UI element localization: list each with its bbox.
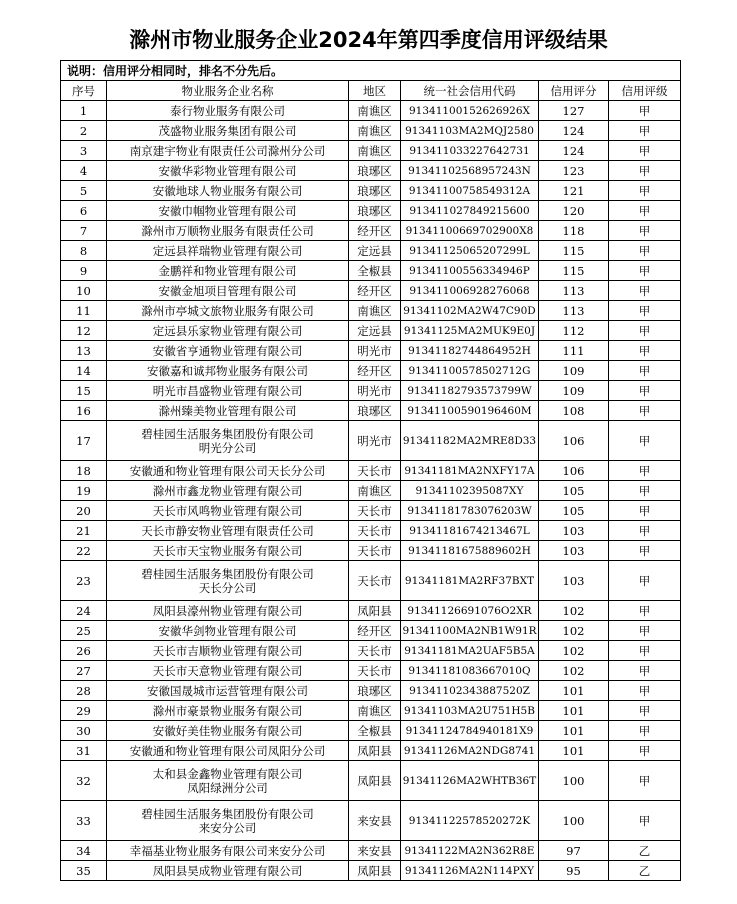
table-row bbox=[61, 361, 681, 381]
table-row bbox=[61, 841, 681, 861]
row-no: 18 bbox=[61, 461, 107, 481]
row-grade: 甲 bbox=[609, 141, 681, 161]
row-region: 经开区 bbox=[349, 361, 401, 381]
row-credit-code: 91341126691076O2XR bbox=[401, 601, 539, 621]
row-score: 106 bbox=[539, 421, 609, 461]
row-score: 102 bbox=[539, 601, 609, 621]
row-company-name: 定远县乐家物业管理有限公司 bbox=[107, 321, 349, 341]
row-credit-code: 91341182MA2MRE8D33 bbox=[401, 421, 539, 461]
company-name-line1: 碧桂园生活服务集团股份有限公司 bbox=[141, 806, 314, 821]
header-row bbox=[61, 81, 681, 101]
row-no: 3 bbox=[61, 141, 107, 161]
row-region: 定远县 bbox=[349, 241, 401, 261]
row-score: 109 bbox=[539, 381, 609, 401]
row-no: 30 bbox=[61, 721, 107, 741]
table-row bbox=[61, 421, 681, 461]
row-score: 101 bbox=[539, 701, 609, 721]
row-no: 27 bbox=[61, 661, 107, 681]
row-credit-code: 91341100578502712G bbox=[401, 361, 539, 381]
row-score: 111 bbox=[539, 341, 609, 361]
row-no: 8 bbox=[61, 241, 107, 261]
row-grade: 甲 bbox=[609, 281, 681, 301]
table-row bbox=[61, 861, 681, 881]
row-grade: 甲 bbox=[609, 341, 681, 361]
row-company-name: 定远县祥瑞物业管理有限公司 bbox=[107, 241, 349, 261]
header-score: 信用评分 bbox=[539, 81, 609, 101]
company-name-line1: 太和县金鑫物业管理有限公司 bbox=[152, 766, 303, 781]
row-score: 124 bbox=[539, 121, 609, 141]
company-name-line2: 来安分公司 bbox=[198, 820, 257, 835]
row-credit-code: 91341182793573799W bbox=[401, 381, 539, 401]
row-no: 7 bbox=[61, 221, 107, 241]
table-note: 说明：信用评分相同时，排名不分先后。 bbox=[61, 61, 681, 81]
row-company-name: 安徽地球人物业服务有限公司 bbox=[107, 181, 349, 201]
row-region: 天长市 bbox=[349, 461, 401, 481]
table-row bbox=[61, 281, 681, 301]
row-region: 经开区 bbox=[349, 621, 401, 641]
table-row bbox=[61, 381, 681, 401]
row-no: 13 bbox=[61, 341, 107, 361]
row-grade: 甲 bbox=[609, 261, 681, 281]
row-score: 101 bbox=[539, 721, 609, 741]
row-credit-code: 91341181675889602H bbox=[401, 541, 539, 561]
row-credit-code: 91341122578520272K bbox=[401, 801, 539, 841]
row-grade: 乙 bbox=[609, 861, 681, 881]
row-score: 100 bbox=[539, 801, 609, 841]
table-row bbox=[61, 121, 681, 141]
row-region: 南谯区 bbox=[349, 121, 401, 141]
row-grade: 甲 bbox=[609, 721, 681, 741]
table-row bbox=[61, 161, 681, 181]
row-region: 天长市 bbox=[349, 541, 401, 561]
row-credit-code: 913411033227642731 bbox=[401, 141, 539, 161]
row-company-name: 天长市天意物业管理有限公司 bbox=[107, 661, 349, 681]
row-region: 全椒县 bbox=[349, 261, 401, 281]
row-no: 11 bbox=[61, 301, 107, 321]
row-grade: 甲 bbox=[609, 461, 681, 481]
row-credit-code: 91341100152626926X bbox=[401, 101, 539, 121]
table-row bbox=[61, 261, 681, 281]
row-region: 来安县 bbox=[349, 801, 401, 841]
row-company-name bbox=[107, 421, 349, 461]
row-score: 115 bbox=[539, 261, 609, 281]
row-region: 天长市 bbox=[349, 661, 401, 681]
row-company-name bbox=[107, 761, 349, 801]
company-name-line1: 碧桂园生活服务集团股份有限公司 bbox=[141, 426, 314, 441]
row-grade: 甲 bbox=[609, 681, 681, 701]
row-credit-code: 91341100669702900X8 bbox=[401, 221, 539, 241]
row-company-name: 安徽华彩物业管理有限公司 bbox=[107, 161, 349, 181]
row-company-name: 滁州市豪景物业服务有限公司 bbox=[107, 701, 349, 721]
row-company-name: 凤阳县濠州物业管理有限公司 bbox=[107, 601, 349, 621]
row-company-name: 安徽省亨通物业管理有限公司 bbox=[107, 341, 349, 361]
row-region: 明光市 bbox=[349, 341, 401, 361]
row-company-name: 金鹏祥和物业管理有限公司 bbox=[107, 261, 349, 281]
company-name-line2: 凤阳绿洲分公司 bbox=[187, 780, 268, 795]
row-company-name: 滁州市亭城文旅物业服务有限公司 bbox=[107, 301, 349, 321]
row-score: 108 bbox=[539, 401, 609, 421]
table-row bbox=[61, 501, 681, 521]
row-company-name: 滁州臻美物业管理有限公司 bbox=[107, 401, 349, 421]
table-row bbox=[61, 541, 681, 561]
row-region: 琅琊区 bbox=[349, 161, 401, 181]
row-grade: 甲 bbox=[609, 641, 681, 661]
table-row bbox=[61, 201, 681, 221]
row-score: 97 bbox=[539, 841, 609, 861]
row-score: 124 bbox=[539, 141, 609, 161]
row-region: 天长市 bbox=[349, 641, 401, 661]
row-grade: 甲 bbox=[609, 401, 681, 421]
row-region: 天长市 bbox=[349, 501, 401, 521]
company-name-line2: 天长分公司 bbox=[198, 580, 257, 595]
row-grade: 甲 bbox=[609, 701, 681, 721]
row-credit-code: 91341181783076203W bbox=[401, 501, 539, 521]
row-credit-code: 91341182744864952H bbox=[401, 341, 539, 361]
row-credit-code: 91341126MA2N114PXY bbox=[401, 861, 539, 881]
row-score: 112 bbox=[539, 321, 609, 341]
row-grade: 甲 bbox=[609, 521, 681, 541]
table-row bbox=[61, 141, 681, 161]
row-region: 天长市 bbox=[349, 521, 401, 541]
row-grade: 甲 bbox=[609, 101, 681, 121]
company-name-line2: 明光分公司 bbox=[198, 440, 257, 455]
row-score: 127 bbox=[539, 101, 609, 121]
table-row bbox=[61, 461, 681, 481]
row-company-name: 安徽通和物业管理有限公司凤阳分公司 bbox=[107, 741, 349, 761]
row-credit-code: 91341126MA2NDG8741 bbox=[401, 741, 539, 761]
row-company-name: 天长市吉顺物业管理有限公司 bbox=[107, 641, 349, 661]
row-company-name: 安徽华剑物业管理有限公司 bbox=[107, 621, 349, 641]
row-credit-code: 91341126MA2WHTB36T bbox=[401, 761, 539, 801]
row-no: 28 bbox=[61, 681, 107, 701]
row-no: 24 bbox=[61, 601, 107, 621]
row-score: 101 bbox=[539, 741, 609, 761]
row-credit-code: 91341124784940181X9 bbox=[401, 721, 539, 741]
row-region: 明光市 bbox=[349, 381, 401, 401]
row-score: 115 bbox=[539, 241, 609, 261]
header-grade: 信用评级 bbox=[609, 81, 681, 101]
row-region: 天长市 bbox=[349, 561, 401, 601]
row-region: 琅琊区 bbox=[349, 181, 401, 201]
row-credit-code: 91341122MA2N362R8E bbox=[401, 841, 539, 861]
header-code: 统一社会信用代码 bbox=[401, 81, 539, 101]
row-company-name: 天长市风鸣物业管理有限公司 bbox=[107, 501, 349, 521]
row-score: 120 bbox=[539, 201, 609, 221]
table-row bbox=[61, 701, 681, 721]
row-grade: 乙 bbox=[609, 841, 681, 861]
row-no: 31 bbox=[61, 741, 107, 761]
row-score: 113 bbox=[539, 301, 609, 321]
row-company-name: 安徽国晟城市运营管理有限公司 bbox=[107, 681, 349, 701]
row-region: 南谯区 bbox=[349, 301, 401, 321]
row-credit-code: 91341103MA2MQJ2580 bbox=[401, 121, 539, 141]
row-score: 106 bbox=[539, 461, 609, 481]
row-region: 琅琊区 bbox=[349, 201, 401, 221]
row-grade: 甲 bbox=[609, 501, 681, 521]
row-no: 29 bbox=[61, 701, 107, 721]
row-company-name: 安徽嘉和诚邦物业服务有限公司 bbox=[107, 361, 349, 381]
row-company-name bbox=[107, 801, 349, 841]
table-row bbox=[61, 621, 681, 641]
row-region: 凤阳县 bbox=[349, 741, 401, 761]
row-region: 经开区 bbox=[349, 281, 401, 301]
header-no: 序号 bbox=[61, 81, 107, 101]
row-no: 12 bbox=[61, 321, 107, 341]
table-row bbox=[61, 601, 681, 621]
row-score: 95 bbox=[539, 861, 609, 881]
header-region: 地区 bbox=[349, 81, 401, 101]
row-credit-code: 91341181083667010Q bbox=[401, 661, 539, 681]
row-region: 南谯区 bbox=[349, 101, 401, 121]
page-title: 滁州市物业服务企业2024年第四季度信用评级结果 bbox=[129, 28, 608, 52]
row-grade: 甲 bbox=[609, 201, 681, 221]
row-region: 南谯区 bbox=[349, 141, 401, 161]
row-grade: 甲 bbox=[609, 481, 681, 501]
row-region: 来安县 bbox=[349, 841, 401, 861]
row-grade: 甲 bbox=[609, 741, 681, 761]
row-company-name: 天长市静安物业管理有限责任公司 bbox=[107, 521, 349, 541]
row-score: 103 bbox=[539, 541, 609, 561]
row-grade: 甲 bbox=[609, 601, 681, 621]
row-no: 9 bbox=[61, 261, 107, 281]
table-row bbox=[61, 721, 681, 741]
row-credit-code: 91341102MA2W47C90D bbox=[401, 301, 539, 321]
row-grade: 甲 bbox=[609, 761, 681, 801]
row-no: 15 bbox=[61, 381, 107, 401]
row-credit-code: 91341181674213467L bbox=[401, 521, 539, 541]
row-company-name: 天长市天宝物业服务有限公司 bbox=[107, 541, 349, 561]
row-score: 113 bbox=[539, 281, 609, 301]
table-row bbox=[61, 221, 681, 241]
row-region: 明光市 bbox=[349, 421, 401, 461]
row-score: 103 bbox=[539, 521, 609, 541]
row-score: 121 bbox=[539, 181, 609, 201]
row-grade: 甲 bbox=[609, 561, 681, 601]
row-grade: 甲 bbox=[609, 121, 681, 141]
row-credit-code: 913411006928276068 bbox=[401, 281, 539, 301]
row-credit-code: 91341100556334946P bbox=[401, 261, 539, 281]
table-row bbox=[61, 301, 681, 321]
row-score: 100 bbox=[539, 761, 609, 801]
row-region: 凤阳县 bbox=[349, 601, 401, 621]
row-region: 琅琊区 bbox=[349, 401, 401, 421]
row-region: 经开区 bbox=[349, 221, 401, 241]
row-credit-code: 91341102568957243N bbox=[401, 161, 539, 181]
row-no: 2 bbox=[61, 121, 107, 141]
row-no: 33 bbox=[61, 801, 107, 841]
row-grade: 甲 bbox=[609, 361, 681, 381]
row-company-name: 南京建宇物业有限责任公司滁州分公司 bbox=[107, 141, 349, 161]
row-score: 109 bbox=[539, 361, 609, 381]
header-name: 物业服务企业名称 bbox=[107, 81, 349, 101]
row-grade: 甲 bbox=[609, 421, 681, 461]
table-row bbox=[61, 561, 681, 601]
row-score: 102 bbox=[539, 621, 609, 641]
row-credit-code: 91341181MA2UAF5B5A bbox=[401, 641, 539, 661]
row-grade: 甲 bbox=[609, 301, 681, 321]
row-score: 105 bbox=[539, 481, 609, 501]
row-grade: 甲 bbox=[609, 801, 681, 841]
row-region: 凤阳县 bbox=[349, 861, 401, 881]
row-credit-code: 91341181MA2RF37BXT bbox=[401, 561, 539, 601]
row-company-name: 安徽巾帼物业管理有限公司 bbox=[107, 201, 349, 221]
row-no: 6 bbox=[61, 201, 107, 221]
row-grade: 甲 bbox=[609, 161, 681, 181]
row-grade: 甲 bbox=[609, 621, 681, 641]
row-region: 全椒县 bbox=[349, 721, 401, 741]
row-credit-code: 91341125MA2MUK9E0J bbox=[401, 321, 539, 341]
table-row bbox=[61, 661, 681, 681]
row-no: 25 bbox=[61, 621, 107, 641]
row-grade: 甲 bbox=[609, 381, 681, 401]
row-credit-code: 913411027849215600 bbox=[401, 201, 539, 221]
row-region: 凤阳县 bbox=[349, 761, 401, 801]
table-row bbox=[61, 761, 681, 801]
table-row bbox=[61, 241, 681, 261]
row-credit-code: 91341100590196460M bbox=[401, 401, 539, 421]
row-no: 23 bbox=[61, 561, 107, 601]
row-no: 32 bbox=[61, 761, 107, 801]
table-row bbox=[61, 641, 681, 661]
row-no: 17 bbox=[61, 421, 107, 461]
table-row bbox=[61, 801, 681, 841]
row-grade: 甲 bbox=[609, 241, 681, 261]
row-region: 琅琊区 bbox=[349, 681, 401, 701]
row-credit-code: 91341102343887520Z bbox=[401, 681, 539, 701]
row-grade: 甲 bbox=[609, 541, 681, 561]
row-no: 20 bbox=[61, 501, 107, 521]
table-row bbox=[61, 101, 681, 121]
row-no: 35 bbox=[61, 861, 107, 881]
row-company-name: 泰行物业服务有限公司 bbox=[107, 101, 349, 121]
row-credit-code: 91341181MA2NXFY17A bbox=[401, 461, 539, 481]
row-no: 26 bbox=[61, 641, 107, 661]
row-no: 16 bbox=[61, 401, 107, 421]
table-row bbox=[61, 681, 681, 701]
row-credit-code: 91341100MA2NB1W91R bbox=[401, 621, 539, 641]
row-grade: 甲 bbox=[609, 221, 681, 241]
row-region: 南谯区 bbox=[349, 701, 401, 721]
table-row bbox=[61, 341, 681, 361]
company-name-line1: 碧桂园生活服务集团股份有限公司 bbox=[141, 566, 314, 581]
rating-table bbox=[60, 60, 681, 881]
row-no: 14 bbox=[61, 361, 107, 381]
table-row bbox=[61, 481, 681, 501]
row-company-name: 滁州市万顺物业服务有限责任公司 bbox=[107, 221, 349, 241]
row-no: 22 bbox=[61, 541, 107, 561]
table-row bbox=[61, 401, 681, 421]
row-company-name: 安徽好美佳物业服务有限公司 bbox=[107, 721, 349, 741]
table-row bbox=[61, 321, 681, 341]
row-score: 102 bbox=[539, 661, 609, 681]
row-grade: 甲 bbox=[609, 181, 681, 201]
row-company-name: 安徽通和物业管理有限公司天长分公司 bbox=[107, 461, 349, 481]
row-score: 105 bbox=[539, 501, 609, 521]
row-region: 南谯区 bbox=[349, 481, 401, 501]
row-score: 123 bbox=[539, 161, 609, 181]
row-score: 103 bbox=[539, 561, 609, 601]
row-company-name bbox=[107, 561, 349, 601]
row-no: 10 bbox=[61, 281, 107, 301]
row-region: 定远县 bbox=[349, 321, 401, 341]
table-row bbox=[61, 521, 681, 541]
table-row bbox=[61, 741, 681, 761]
row-no: 19 bbox=[61, 481, 107, 501]
row-no: 4 bbox=[61, 161, 107, 181]
row-no: 1 bbox=[61, 101, 107, 121]
table-row bbox=[61, 181, 681, 201]
row-company-name: 滁州市鑫龙物业管理有限公司 bbox=[107, 481, 349, 501]
row-score: 102 bbox=[539, 641, 609, 661]
row-credit-code: 91341102395087XY bbox=[401, 481, 539, 501]
row-credit-code: 91341100758549312A bbox=[401, 181, 539, 201]
row-grade: 甲 bbox=[609, 661, 681, 681]
row-score: 101 bbox=[539, 681, 609, 701]
row-credit-code: 91341103MA2U751H5B bbox=[401, 701, 539, 721]
row-company-name: 幸福基业物业服务有限公司来安分公司 bbox=[107, 841, 349, 861]
row-score: 118 bbox=[539, 221, 609, 241]
row-company-name: 明光市昌盛物业管理有限公司 bbox=[107, 381, 349, 401]
row-company-name: 安徽金旭项目管理有限公司 bbox=[107, 281, 349, 301]
row-no: 21 bbox=[61, 521, 107, 541]
row-grade: 甲 bbox=[609, 321, 681, 341]
row-no: 5 bbox=[61, 181, 107, 201]
row-company-name: 凤阳县昊成物业管理有限公司 bbox=[107, 861, 349, 881]
row-credit-code: 91341125065207299L bbox=[401, 241, 539, 261]
row-no: 34 bbox=[61, 841, 107, 861]
row-company-name: 茂盛物业服务集团有限公司 bbox=[107, 121, 349, 141]
